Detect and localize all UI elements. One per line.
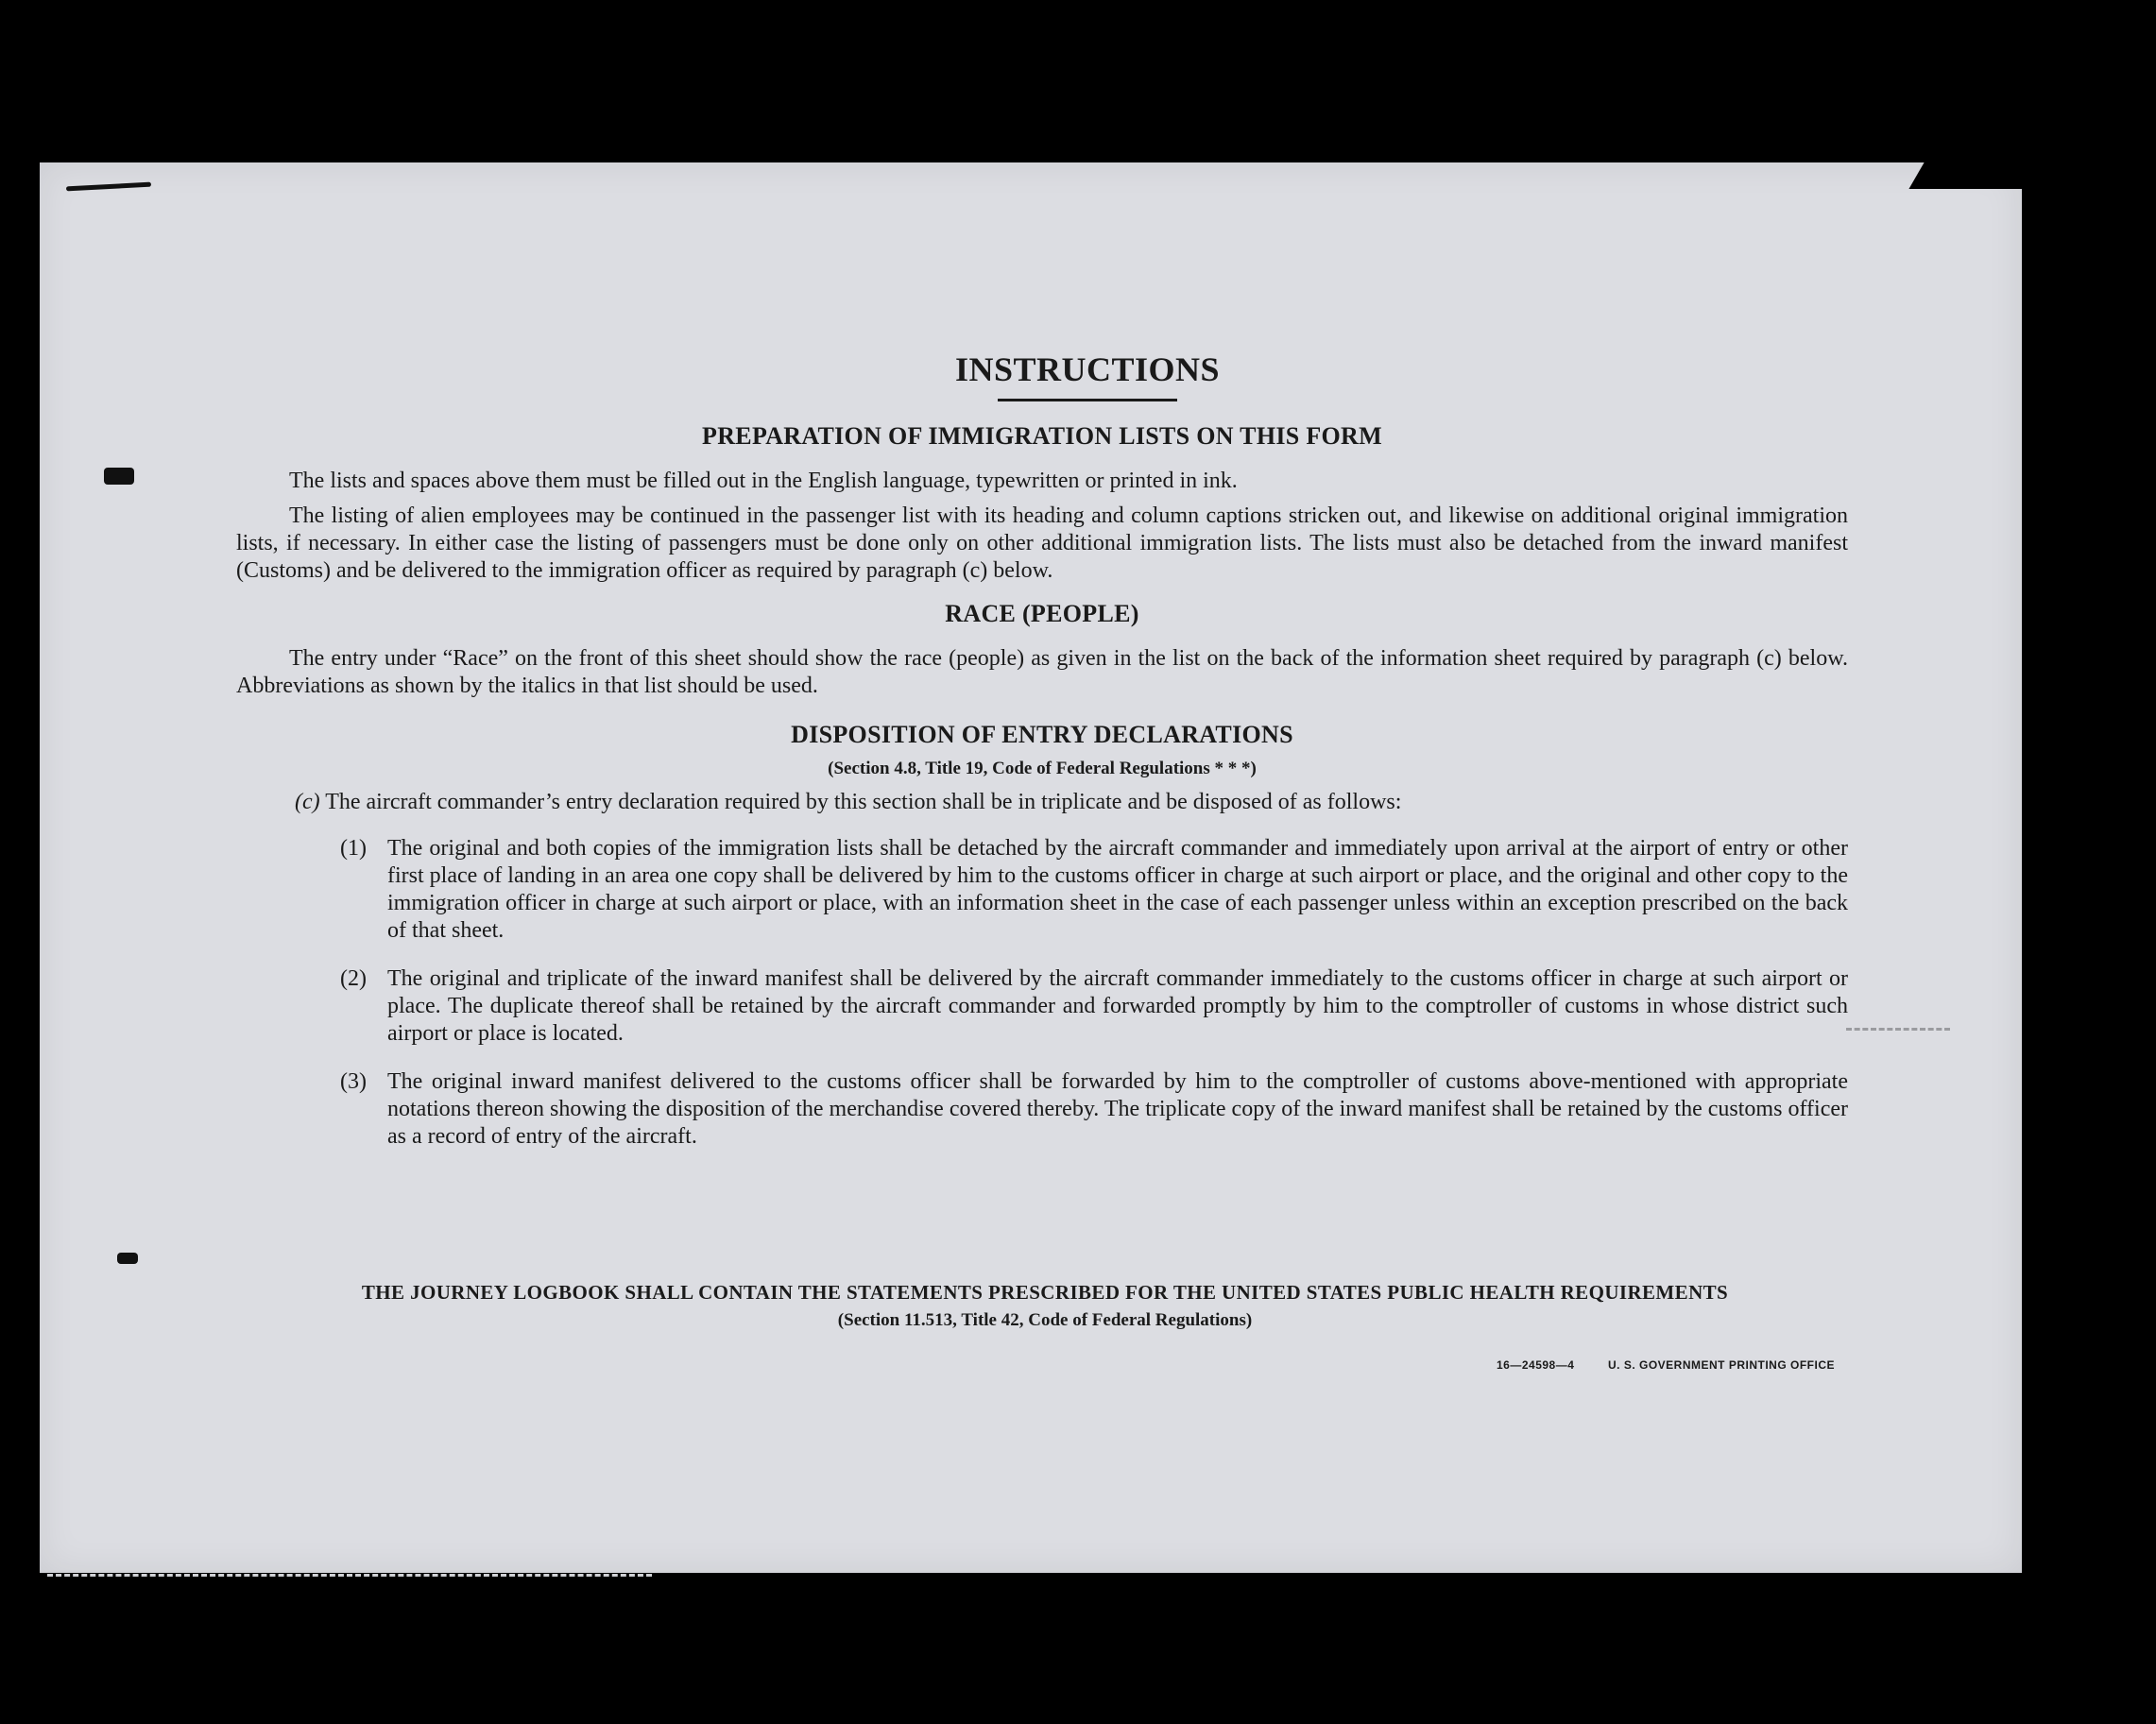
section-heading-preparation: PREPARATION OF IMMIGRATION LISTS ON THIS FORM <box>702 422 1382 450</box>
public-health-citation: (Section 11.513, Title 42, Code of Federal Regulations) <box>837 1310 1253 1330</box>
disposition-citation: (Section 4.8, Title 19, Code of Federal Regulations * * *) <box>828 759 1257 778</box>
disposition-item-number: (3) <box>340 1069 367 1094</box>
section-heading-disposition: DISPOSITION OF ENTRY DECLARATIONS <box>791 721 1293 748</box>
form-print-code: 16—24598—4 <box>1497 1358 1575 1372</box>
disposition-item-text: The original inward manifest delivered to the customs officer shall be forwarded by him to the comptroller of customs above-mentioned with appropriate notations thereon showing the disposition of the merchandise covered thereby. The triplicate copy of the inward manifest shall be retained by the customs officer as a record of entry of the aircraft. <box>387 1069 1848 1149</box>
disposition-item <box>236 1068 1848 1151</box>
disposition-item-number: (1) <box>340 836 367 861</box>
disposition-item-number: (2) <box>340 966 367 991</box>
preparation-paragraph-2: The listing of alien employees may be continued in the passenger list with its heading and column captions stricken out, and likewise on additional original immigration lists, if necessary. In either case the listing of passengers must be done only on other additional immigration lists. The lists must also be detached from the inward manifest (Customs) and be delivered to the immigration officer as required by paragraph (c) below. <box>236 504 1848 583</box>
disposition-item-text: The original and both copies of the immigration lists shall be detached by the aircraft commander and immediately upon arrival at the airport of entry or other first place of landing in an area one copy shall be delivered by him to the customs officer in charge at such airport or place, and the original and other copy to the immigration officer in charge at such airport or place, with an information sheet in the case of each passenger unless within an exception prescribed on the back of that sheet. <box>387 836 1848 943</box>
disposition-intro <box>236 789 1848 816</box>
section-heading-race: RACE (PEOPLE) <box>945 600 1139 627</box>
disposition-item <box>236 835 1848 945</box>
dash-line-bottom <box>47 1574 652 1577</box>
title-underline <box>998 399 1177 401</box>
public-health-statement: THE JOURNEY LOGBOOK SHALL CONTAIN THE STATEMENTS PRESCRIBED FOR THE UNITED STATES PUBLIC HEALTH REQUIREMENTS <box>361 1281 1729 1304</box>
page-title: INSTRUCTIONS <box>954 350 1221 388</box>
disposition-item <box>236 965 1848 1048</box>
instructions-body <box>236 350 1848 1171</box>
race-paragraph: The entry under “Race” on the front of this sheet should show the race (people) as given in the list on the back of the information sheet required by paragraph (c) below. Abbreviations as shown by the italics in that list should be used. <box>236 646 1848 698</box>
scan-blot-left-1 <box>104 468 134 485</box>
scan-blot-left-2 <box>117 1253 138 1264</box>
torn-corner <box>1908 151 2053 189</box>
disposition-intro-text: The aircraft commander’s entry declaration required by this section shall be in triplicate and be disposed of as follows: <box>325 790 1402 814</box>
preparation-paragraph-1: The lists and spaces above them must be filled out in the English language, typewritten or printed in ink. <box>289 469 1238 493</box>
disposition-item-text: The original and triplicate of the inward manifest shall be delivered by the aircraft commander immediately to the customs officer in charge at such airport or place. The duplicate thereof shall be retained by the aircraft commander and forwarded promptly by him to the comptroller of customs in whose district such airport or place is located. <box>387 966 1848 1046</box>
printing-office-label: U. S. GOVERNMENT PRINTING OFFICE <box>1608 1358 1836 1372</box>
disposition-intro-label: (c) <box>295 790 320 814</box>
dash-line-right <box>1846 1028 1950 1031</box>
